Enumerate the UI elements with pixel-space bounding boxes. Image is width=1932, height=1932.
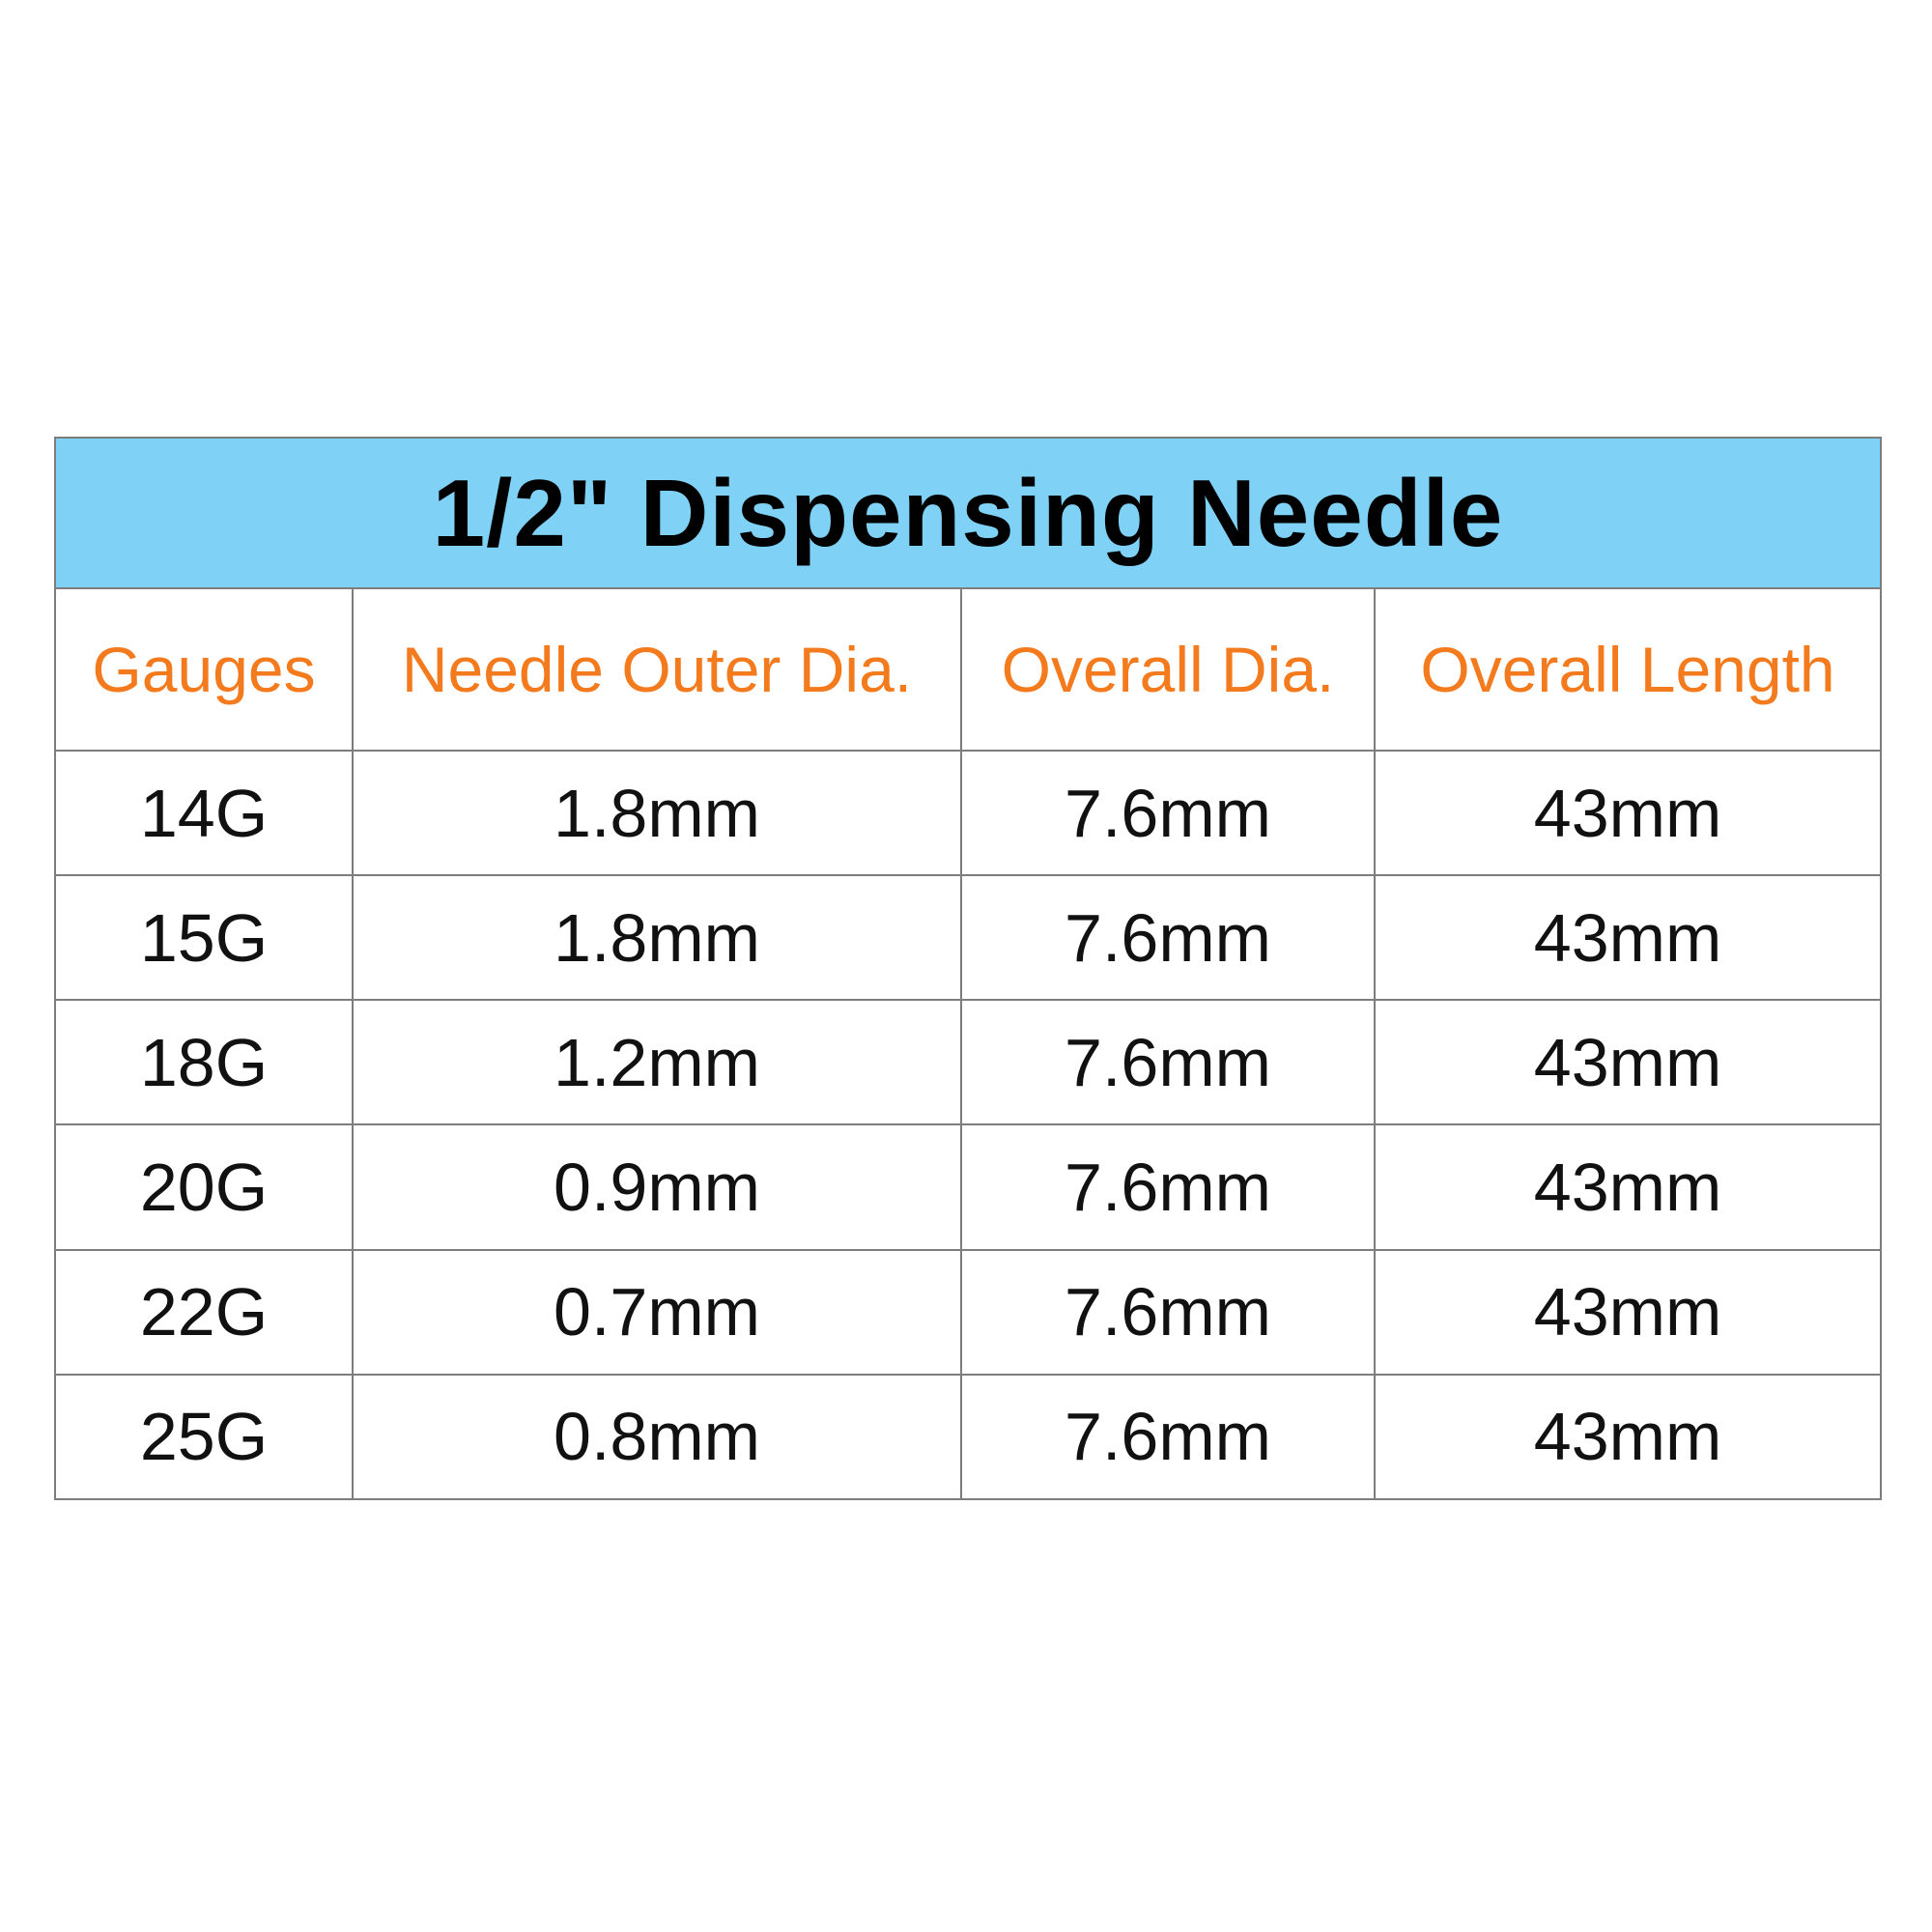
cell-needle-outer-dia: 0.9mm (353, 1124, 961, 1249)
table-row (55, 1250, 1881, 1375)
cell-overall-length: 43mm (1375, 1000, 1881, 1124)
cell-overall-length: 43mm (1375, 1250, 1881, 1375)
needle-spec-table (54, 437, 1882, 1500)
table-title-row (55, 438, 1881, 588)
cell-needle-outer-dia: 0.7mm (353, 1250, 961, 1375)
cell-needle-outer-dia: 1.8mm (353, 875, 961, 1000)
cell-overall-length: 43mm (1375, 751, 1881, 875)
header-overall-dia: Overall Dia. (961, 588, 1375, 751)
cell-gauge: 22G (55, 1250, 353, 1375)
cell-overall-length: 43mm (1375, 875, 1881, 1000)
header-needle-outer-dia: Needle Outer Dia. (353, 588, 961, 751)
cell-gauge: 14G (55, 751, 353, 875)
table-row (55, 751, 1881, 875)
cell-gauge: 18G (55, 1000, 353, 1124)
table-row (55, 1124, 1881, 1249)
cell-needle-outer-dia: 1.2mm (353, 1000, 961, 1124)
table-row (55, 1375, 1881, 1499)
cell-gauge: 20G (55, 1124, 353, 1249)
cell-needle-outer-dia: 0.8mm (353, 1375, 961, 1499)
cell-overall-dia: 7.6mm (961, 1124, 1375, 1249)
cell-overall-length: 43mm (1375, 1375, 1881, 1499)
cell-overall-dia: 7.6mm (961, 875, 1375, 1000)
table-row (55, 875, 1881, 1000)
table-title: 1/2" Dispensing Needle (55, 438, 1881, 588)
cell-overall-dia: 7.6mm (961, 1375, 1375, 1499)
header-gauges: Gauges (55, 588, 353, 751)
table-header-row (55, 588, 1881, 751)
cell-overall-dia: 7.6mm (961, 1250, 1375, 1375)
header-overall-length: Overall Length (1375, 588, 1881, 751)
cell-overall-dia: 7.6mm (961, 751, 1375, 875)
cell-needle-outer-dia: 1.8mm (353, 751, 961, 875)
table-row (55, 1000, 1881, 1124)
cell-overall-length: 43mm (1375, 1124, 1881, 1249)
cell-gauge: 15G (55, 875, 353, 1000)
cell-gauge: 25G (55, 1375, 353, 1499)
cell-overall-dia: 7.6mm (961, 1000, 1375, 1124)
